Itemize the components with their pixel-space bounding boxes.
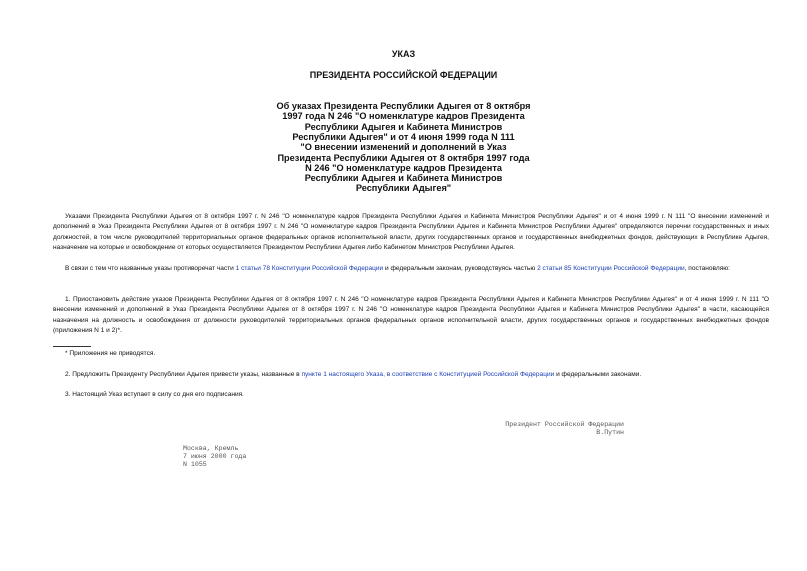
- signature-title: Президент Российской Федерации: [505, 421, 624, 428]
- link-constitution-article-78[interactable]: 1 статьи 78 Конституции Российской Федерации: [235, 265, 384, 272]
- signature-name: В.Путин: [596, 429, 624, 436]
- paragraph-item-3: [53, 390, 769, 400]
- title-line: Республики Адыгея и Кабинета Министров: [304, 121, 503, 132]
- paragraph-text: , постановляю:: [684, 265, 730, 272]
- decree-number: N 1055: [183, 461, 207, 468]
- title-line: Республики Адыгея" и от 4 июня 1999 года N 111: [292, 131, 515, 142]
- link-item-1-constitution[interactable]: пункте 1 настоящего Указа, в соответствие с Конституцией Российской Федерации: [301, 371, 555, 378]
- paragraph-preamble: [53, 212, 769, 254]
- title-line: 1997 года N 246 "О номенклатуре кадров Президента: [282, 111, 525, 122]
- paragraph-text: Указами Президента Республики Адыгея от 8 октября 1997 г. N 246 "О номенклатуре кадров Президента Республики Адыгея и Кабинета Министров Республики Адыгея" и от 4 июня 1999 г. N 111 "О внесении изменений и дополнений в Указ Президента Республики Адыгея от 8 октября 1997 г. N 246 "О номенклатуре кадров Президента Республики Адыгея и Кабинета Министров Республики Адыгея" определяются перечни государственных и иных должностей, в том числе руководителей территориальных органов федеральных органов исполнительной власти, других государственных органов и государственных внебюджетных фондов, действующих в Республике Адыгея, назначение на которые и освобождение от которых осуществляется Президентом Республики Адыгея либо Кабинетом Министров Республики Адыгея.: [53, 213, 769, 252]
- title-line: "О внесении изменений и дополнений в Указ: [300, 142, 507, 153]
- signing-place: Москва, Кремль: [183, 445, 239, 452]
- title-line: Об указах Президента Республики Адыгея от 8 октября: [276, 101, 531, 111]
- footnote: [53, 349, 769, 359]
- footnote-divider: [53, 346, 91, 347]
- title-line: Президента Республики Адыгея от 8 октября 1997 года: [277, 152, 530, 163]
- paragraph-item-1: [53, 295, 769, 337]
- paragraph-grounds: [53, 264, 769, 274]
- paragraph-text: 2. Предложить Президенту Республики Адыгея привести указы, названные в: [65, 371, 302, 378]
- signing-date: 7 июня 2000 года: [183, 453, 247, 460]
- paragraph-text: и федеральным законам, руководствуясь частью: [383, 265, 538, 272]
- paragraph-item-2: [53, 370, 769, 380]
- paragraph-text: и федеральными законами.: [554, 371, 642, 378]
- link-constitution-article-85[interactable]: 2 статьи 85 Конституции Российской Федерации: [537, 265, 685, 272]
- footnote-text: * Приложения не приводятся.: [65, 350, 156, 357]
- title-line: N 246 "О номенклатуре кадров Президента: [305, 162, 502, 173]
- decree-heading: УКАЗ: [391, 49, 416, 59]
- title-line: Республики Адыгея и Кабинета Министров: [304, 173, 503, 184]
- issuer-heading: ПРЕЗИДЕНТА РОССИЙСКОЙ ФЕДЕРАЦИИ: [309, 70, 498, 80]
- title-line: Республики Адыгея": [355, 183, 452, 194]
- paragraph-text: 1. Приостановить действие указов Президента Республики Адыгея от 8 октября 1997 г. N 246 "О номенклатуре кадров Президента Республики Адыгея и Кабинета Министров Республики Адыгея" и от 4 июня 1999 г. N 111 "О внесении изменений и дополнений в Указ Президента Республики Адыгея от 8 октября 1997 г. N 246 "О номенклатуре кадров Президента Республики Адыгея и Кабинета Министров Республики Адыгея" в части, касающейся назначения на должность и освобождения от должности руководителей территориальных органов федеральных органов исполнительной власти, других государственных органов и государственных внебюджетных фондов (приложения N 1 и 2)*.: [53, 296, 769, 335]
- paragraph-text: В связи с тем что названные указы противоречат части: [65, 265, 236, 272]
- paragraph-text: 3. Настоящий Указ вступает в силу со дня его подписания.: [65, 391, 244, 398]
